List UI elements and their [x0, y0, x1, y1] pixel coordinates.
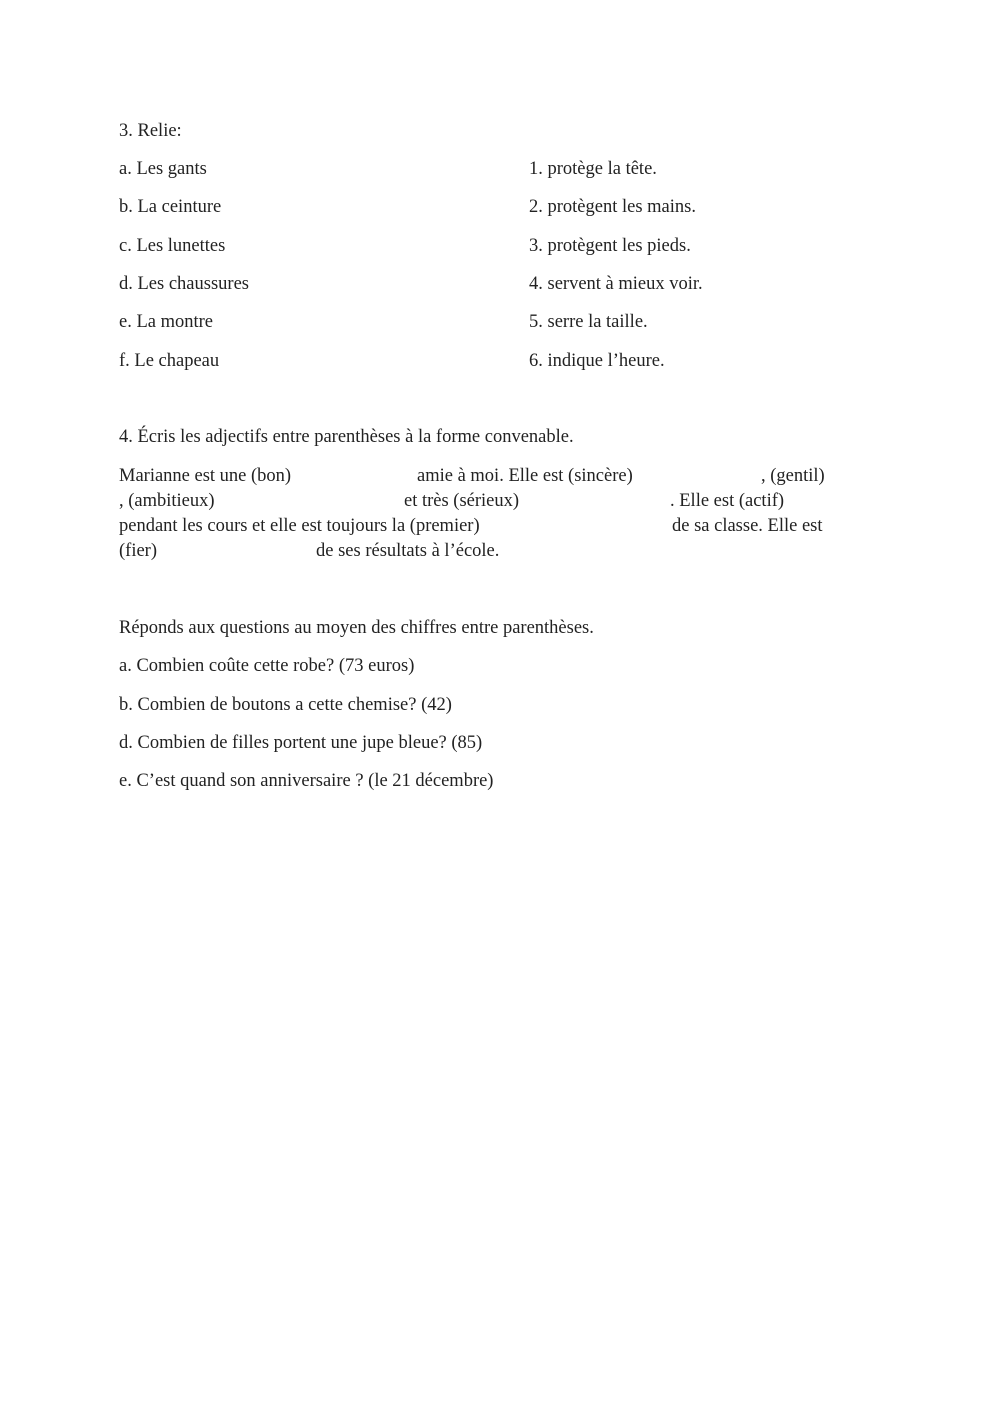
match-left-item-f: f. Le chapeau [119, 351, 220, 371]
paragraph-fragment: Marianne est une (bon) [119, 466, 292, 486]
exercise-4-title: 4. Écris les adjectifs entre parenthèses à la forme convenable. [119, 427, 574, 447]
paragraph-fragment: de sa classe. Elle est [672, 516, 823, 536]
paragraph-fragment: de ses résultats à l’école. [316, 541, 500, 561]
match-left-item-b: b. La ceinture [119, 197, 222, 217]
exercise-3-title: 3. Relie: [119, 121, 182, 141]
question-d: d. Combien de filles portent une jupe bleue? (85) [119, 733, 483, 753]
paragraph-fragment: , (gentil) [761, 466, 825, 486]
match-right-item-3: 3. protègent les pieds. [529, 236, 691, 256]
question-b: b. Combien de boutons a cette chemise? (42) [119, 695, 452, 715]
match-right-item-4: 4. servent à mieux voir. [529, 274, 703, 294]
paragraph-fragment: (fier) [119, 541, 157, 561]
match-left-item-c: c. Les lunettes [119, 236, 226, 256]
question-e: e. C’est quand son anniversaire ? (le 21 décembre) [119, 771, 494, 791]
paragraph-fragment: amie à moi. Elle est (sincère) [417, 466, 633, 486]
paragraph-fragment: pendant les cours et elle est toujours la (premier) [119, 516, 480, 536]
match-right-item-1: 1. protège la tête. [529, 159, 657, 179]
match-right-item-5: 5. serre la taille. [529, 312, 648, 332]
match-right-item-2: 2. protègent les mains. [529, 197, 696, 217]
paragraph-fragment: et très (sérieux) [404, 491, 520, 511]
match-left-item-d: d. Les chaussures [119, 274, 249, 294]
question-a: a. Combien coûte cette robe? (73 euros) [119, 656, 415, 676]
match-right-item-6: 6. indique l’heure. [529, 351, 665, 371]
paragraph-fragment: , (ambitieux) [119, 491, 215, 511]
paragraph-fragment: . Elle est (actif) [670, 491, 785, 511]
match-left-item-a: a. Les gants [119, 159, 207, 179]
match-left-item-e: e. La montre [119, 312, 213, 332]
exercise-5-title: Réponds aux questions au moyen des chiffres entre parenthèses. [119, 618, 594, 638]
